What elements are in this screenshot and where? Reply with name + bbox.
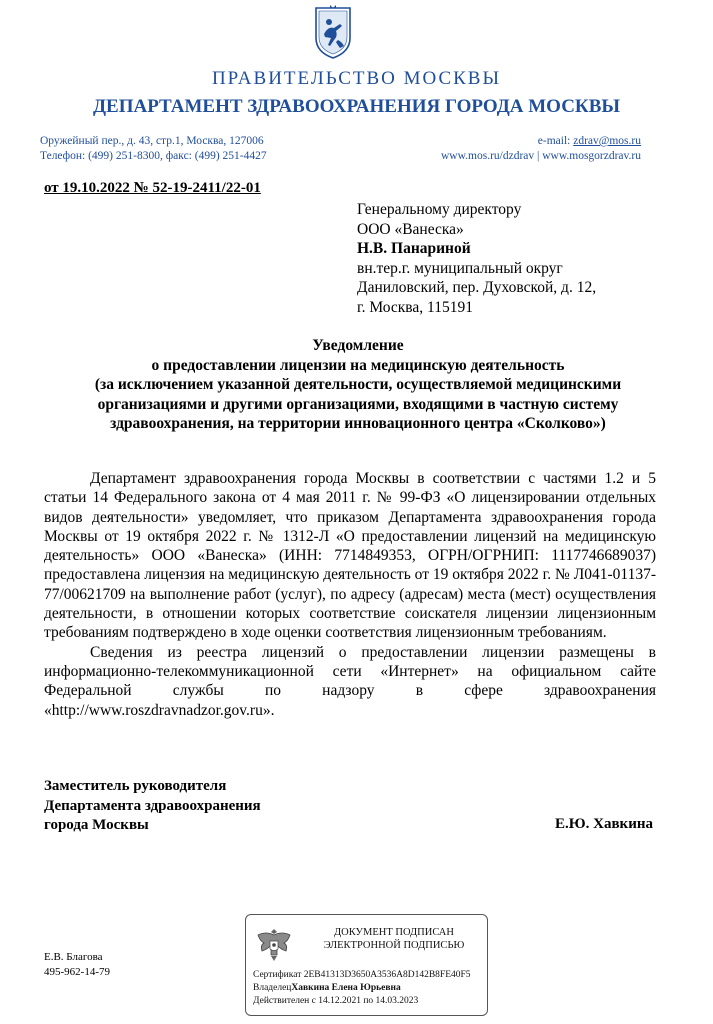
department-phone: Телефон: (499) 251-8300, факс: (499) 251-4427 — [40, 150, 267, 162]
title-line: о предоставлении лицензии на медицинскую деятельность — [151, 356, 565, 374]
document-number: от 19.10.2022 № 52-19-2411/22-01 — [44, 180, 261, 196]
department-address: Оружейный пер., д. 43, стр.1, Москва, 127006 — [40, 135, 264, 147]
title-line: организациями и другими организациями, входящими в частную систему — [97, 395, 619, 413]
moscow-coat-of-arms-icon — [312, 4, 354, 60]
addressee-name: Н.В. Панариной — [357, 240, 471, 257]
addressee-position: Генеральному директору — [357, 201, 522, 218]
body-paragraph: Сведения из реестра лицензий о предоставлении лицензии размещены в информационно-телекоммуникационной сети «Интернет» на официальном сайте Федеральной службы по надзору в сфере здравоохранения «http://www.roszdravnadzor.gov.ru». — [44, 643, 656, 719]
signatory-title — [44, 777, 261, 836]
notice-body — [44, 469, 656, 720]
addressee-company: ООО «Ванеска» — [357, 220, 464, 238]
russian-coat-of-arms-icon — [254, 923, 294, 963]
email-label: e-mail: — [537, 135, 574, 147]
addressee-address-line: г. Москва, 115191 — [357, 298, 473, 316]
websites[interactable]: www.mos.ru/dzdrav | www.mosgorzdrav.ru — [441, 150, 641, 162]
title-line: (за исключением указанной деятельности, осуществляемой медицинскими — [94, 376, 622, 393]
stamp-details — [253, 969, 485, 1008]
email-line — [441, 134, 641, 149]
title-line: здравоохранения, на территории инновационного центра «Сколково») — [110, 415, 606, 432]
executor-phone: 495-962-14-79 — [44, 966, 110, 978]
contact-info-right — [441, 134, 641, 164]
stamp-owner-label: Владелец — [253, 983, 292, 993]
stamp-certificate: Сертификат 2EB41313D3650A3536A8D142B8FE40F5 — [253, 970, 471, 980]
electronic-signature-stamp — [245, 914, 488, 1016]
notice-title — [44, 336, 672, 434]
stamp-validity: Действителен с 14.12.2021 по 14.03.2023 — [253, 996, 419, 1006]
addressee-address-line: Даниловский, пер. Духовской, д. 12, — [357, 279, 597, 296]
signatory-title-line: города Москвы — [44, 817, 149, 833]
signatory-name: Е.Ю. Хавкина — [554, 816, 653, 832]
title-line: Уведомление — [312, 337, 404, 354]
addressee-block — [357, 200, 596, 317]
contact-info-left — [40, 134, 267, 164]
stamp-owner: Хавкина Елена Юрьевна — [291, 983, 401, 993]
signatory-title-line: Заместитель руководителя — [44, 778, 227, 794]
addressee-address-line: вн.тер.г. муниципальный округ — [357, 259, 563, 277]
signatory-title-line: Департамента здравоохранения — [44, 797, 261, 814]
stamp-owner-line — [253, 982, 485, 995]
stamp-header-line: ЭЛЕКТРОННОЙ ПОДПИСЬЮ — [323, 940, 465, 951]
executor-name: Е.В. Благова — [44, 951, 103, 963]
stamp-header-line: ДОКУМЕНТ ПОДПИСАН — [334, 927, 454, 938]
department-title: ДЕПАРТАМЕНТ ЗДРАВООХРАНЕНИЯ ГОРОДА МОСКВЫ — [92, 96, 621, 117]
executor-info — [44, 950, 110, 980]
stamp-header — [304, 926, 484, 952]
government-title: ПРАВИТЕЛЬСТВО МОСКВЫ — [211, 68, 502, 89]
email-link[interactable]: zdrav@mos.ru — [573, 135, 641, 147]
body-paragraph: Департамент здравоохранения города Москвы в соответствии с частями 1.2 и 5 статьи 14 Федерального закона от 4 мая 2011 г. № 99-ФЗ «О лицензировании отдельных видов деятельности» уведомляет, что приказом Департамента здравоохранения города Москвы от 19 октября 2022 г. № 1312-Л «О предоставлении лицензий на медицинскую деятельность» ООО «Ванеска» (ИНН: 7714849353, ОГРН/ОГРНИП: 1117746689037) предоставлена лицензия на медицинскую деятельность от 19 октября 2022 г. № Л041-01137-77/00621709 на выполнение работ (услуг), по адресу (адресам) места (мест) осуществления деятельности, в отношении которых соответствие соискателя лицензии лицензионным требованиям подтверждено в ходе оценки соответствия лицензионным требованиям. — [44, 470, 656, 642]
